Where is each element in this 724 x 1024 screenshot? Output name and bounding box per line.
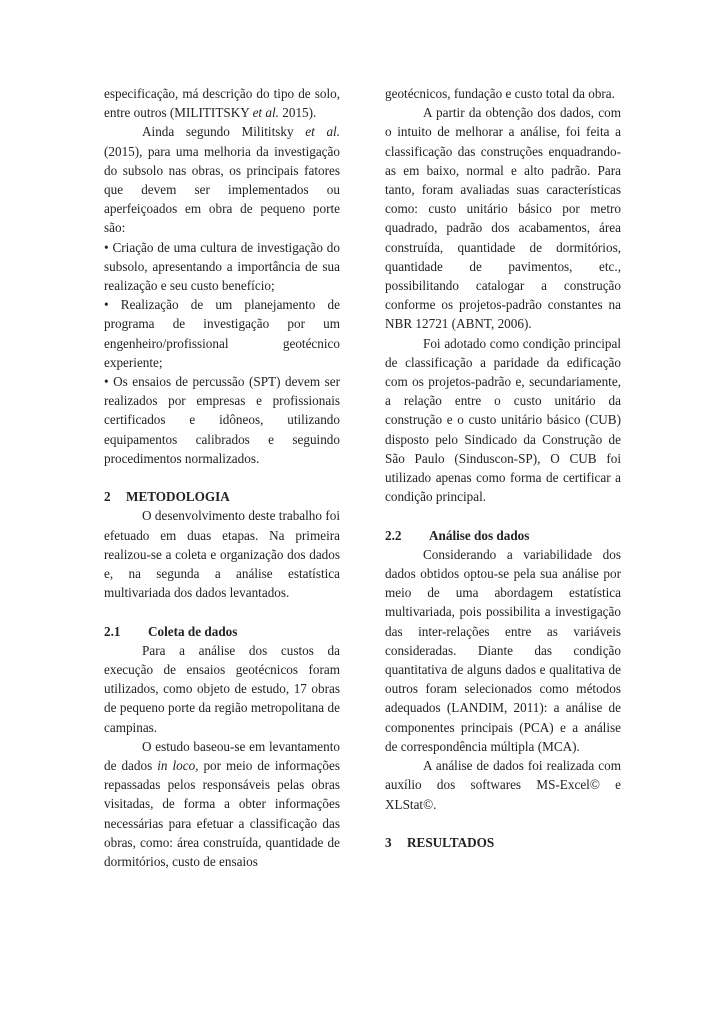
subsection-heading — [385, 526, 621, 545]
paragraph — [104, 84, 340, 122]
bullet-item: • Realização de um planejamento de programa de investigação por um engenheiro/profissional geotécnico experiente; — [104, 297, 340, 370]
text-run: por meio de informações repassadas pelos responsáveis pelas obras visitadas, de forma a obter informações necessárias para efetuar a classificação das obras, como: área construída, quantidade de dormitórios, custo de ensaios — [104, 758, 341, 870]
paragraph: Considerando a variabilidade dos dados obtidos optou-se pela sua análise por meio de uma abordagem estatística multivariada, pois possibilita a investigação das inter-relações entre as variáveis consideradas. Diante das condição quantitativa de alguns dados e qualitativa de outros foram selecionados como métodos adequados (LANDIM, 2011): a análise de componentes principais (PCA) e a análise de correspondência múltipla (MCA). — [385, 546, 621, 754]
section-number: 2.2 — [385, 527, 402, 543]
spacer — [104, 468, 340, 487]
spacer — [385, 814, 621, 833]
text-run: O estudo baseou-se em levantamento de dados — [104, 738, 340, 774]
paragraph: A análise de dados foi realizada com auxílio dos softwares MS-Excel© e XLStat©. — [385, 758, 621, 812]
paragraph: Para a análise dos custos da execução de ensaios geotécnicos foram utilizados, como objeto de estudo, 17 obras de pequeno porte da região metropolitana de campinas. — [104, 642, 340, 735]
section-heading — [104, 487, 340, 506]
section-number: 2 — [104, 489, 111, 505]
section-title: Coleta de dados — [148, 623, 238, 639]
paragraph: Foi adotado como condição principal de classificação a paridade da edificação com os projetos-padrão e, secundariamente, a relação entre o custo unitário da construção e o custo unitário básico (CUB) disposto pelo Sindicado da Construção de São Paulo (Sinduscon-SP), O CUB foi utilizado apenas como forma de certificar a condição principal. — [385, 335, 621, 505]
italic-text: in loco, — [157, 758, 199, 774]
italic-text: et al. — [305, 124, 340, 140]
spacer — [385, 506, 621, 525]
section-number: 3 — [385, 834, 392, 850]
subsection-heading — [104, 622, 340, 641]
paragraph: O desenvolvimento deste trabalho foi efetuado em duas etapas. Na primeira realizou-se a coleta e organização dos dados e, na segunda a análise estatística multivariada dos dados levantados. — [104, 508, 340, 601]
paragraph: A partir da obtenção dos dados, com o intuito de melhorar a análise, foi feita a classificação das construções enquadrando-as em baixo, normal e alto padrão. Para tanto, foram avaliadas suas características como: custo unitário básico por metro quadrado, padrão dos acabamentos, área construída, quantidade de dormitórios, quantidade de pavimentos, etc., possibilitando catalogar a construção conforme os projetos-padrão constantes na NBR 12721 (ABNT, 2006). — [385, 105, 621, 332]
text-run: 2015). — [278, 105, 317, 121]
section-number: 2.1 — [104, 623, 121, 639]
bullet-item: • Criação de uma cultura de investigação do subsolo, apresentando a importância de sua realização e seu custo benefício; — [104, 239, 340, 294]
paragraph — [104, 122, 340, 237]
text-run: Ainda segundo Milititsky — [142, 124, 306, 140]
section-title: RESULTADOS — [407, 834, 495, 850]
section-title: METODOLOGIA — [126, 489, 230, 505]
section-title: Análise dos dados — [429, 527, 530, 543]
bullet-item: • Os ensaios de percussão (SPT) devem ser realizados por empresas e profissionais certificados e idôneos, utilizando equipamentos calibrados e seguindo procedimentos normalizados. — [104, 374, 340, 466]
paragraph — [104, 737, 340, 871]
text-run: (2015), para uma melhoria da investigação do subsolo nas obras, os principais fatores que devem ser implementados ou aperfeiçoados em obra de pequeno porte são: — [104, 143, 340, 236]
right-column — [385, 84, 621, 852]
section-heading — [385, 833, 621, 852]
paragraph: geotécnicos, fundação e custo total da obra. — [385, 86, 615, 101]
text-run: especificação, má descrição do tipo de solo, entre outros (MILITITSKY — [104, 86, 340, 121]
left-column — [104, 84, 340, 871]
italic-text: et al. — [252, 105, 279, 121]
spacer — [104, 602, 340, 621]
